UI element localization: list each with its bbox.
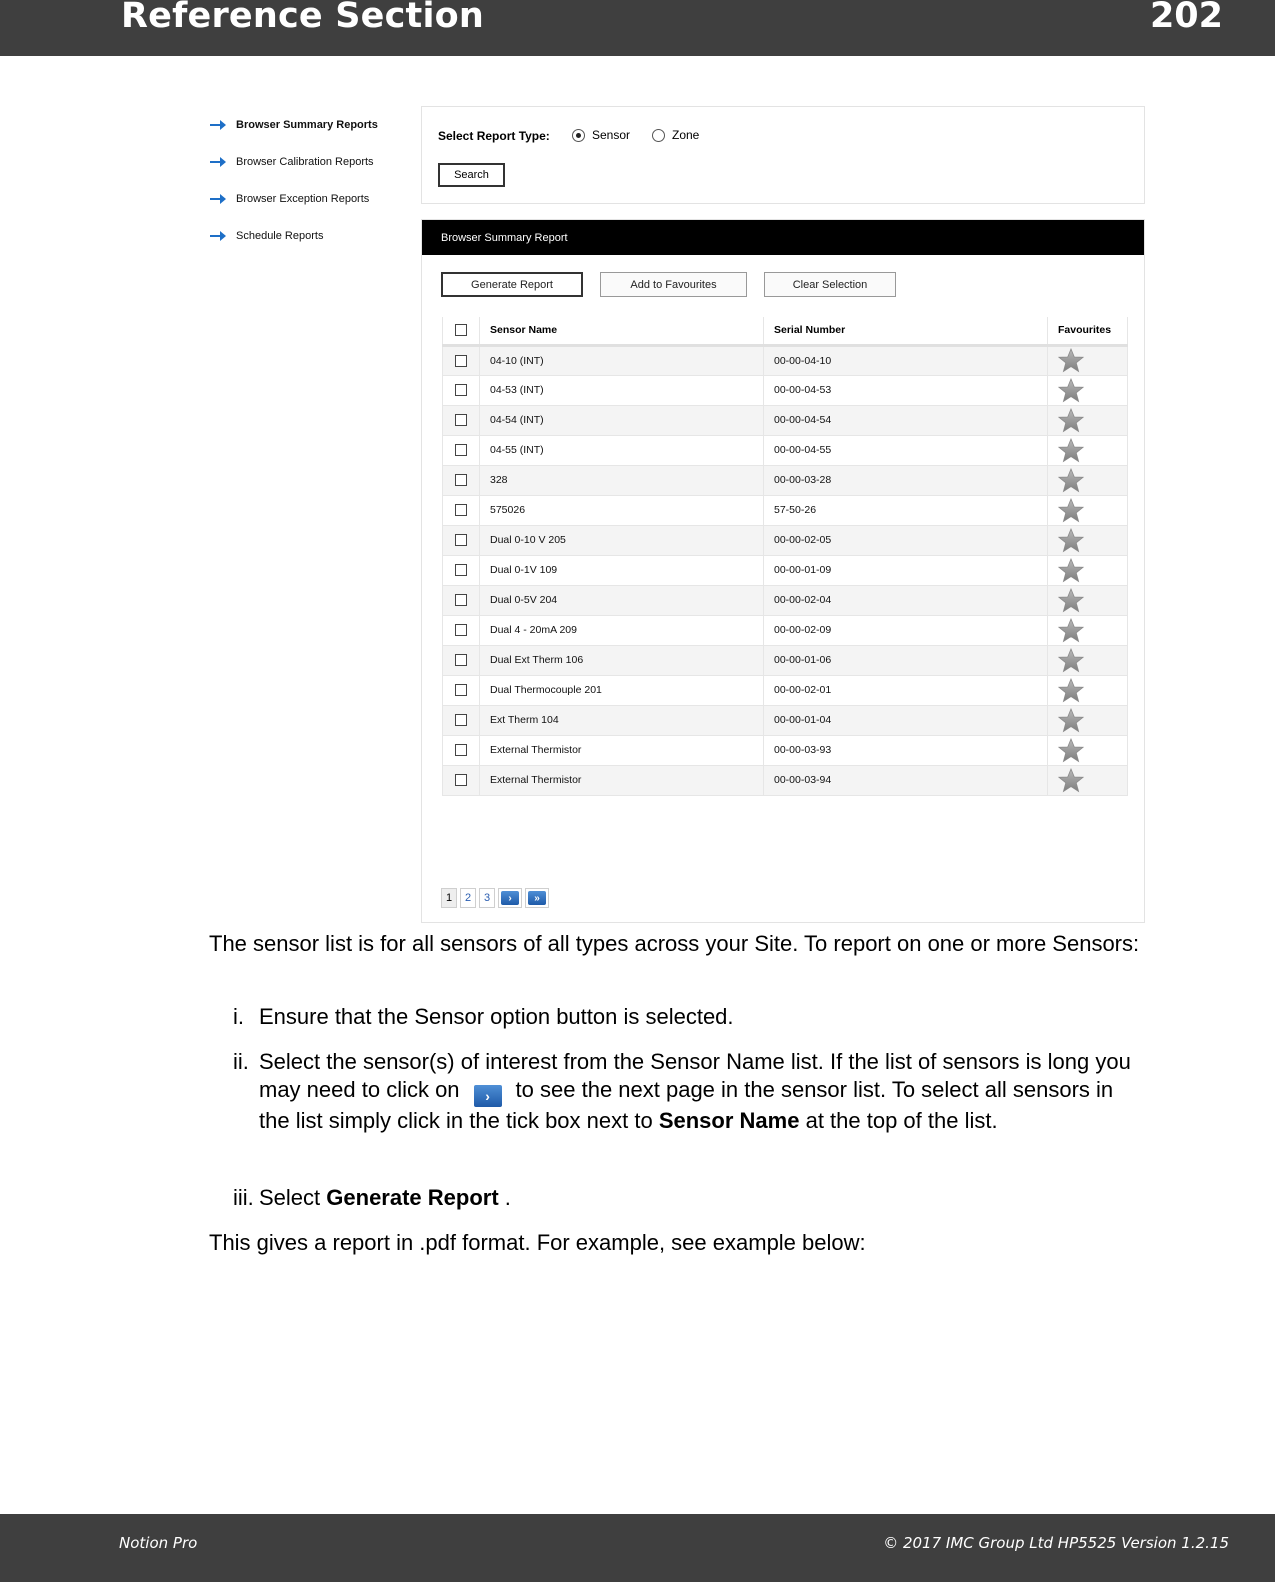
sidebar-item-label: Browser Summary Reports (236, 118, 378, 131)
table-row[interactable] (443, 585, 1128, 615)
column-header-sensor-name[interactable]: Sensor Name (480, 317, 764, 345)
radio-unselected-icon (652, 129, 665, 142)
next-page-icon: › (501, 891, 519, 905)
next-page-inline-icon-wrap (474, 1080, 504, 1107)
step-2-bold: Sensor Name (658, 1108, 800, 1133)
sensor-name-cell: 04-10 (INT) (480, 345, 764, 375)
star-icon[interactable] (1058, 438, 1084, 463)
row-select-cell (443, 405, 480, 435)
favourite-cell (1048, 405, 1128, 435)
row-select-cell (443, 585, 480, 615)
table-row[interactable] (443, 765, 1128, 795)
serial-number-cell: 00-00-04-55 (764, 435, 1048, 465)
radio-selected-icon (572, 129, 585, 142)
report-type-label: Select Report Type: (438, 129, 550, 143)
row-select-cell (443, 525, 480, 555)
favourite-cell (1048, 465, 1128, 495)
last-page-button[interactable] (525, 888, 549, 908)
clear-selection-button[interactable]: Clear Selection (764, 272, 896, 297)
sensor-name-cell: 04-55 (INT) (480, 435, 764, 465)
table-header-row (443, 317, 1128, 345)
page-3-link[interactable]: 3 (479, 888, 495, 908)
page-1-link[interactable]: 1 (441, 888, 457, 908)
step-2-text (259, 1048, 1149, 1135)
star-icon[interactable] (1058, 468, 1084, 493)
star-icon[interactable] (1058, 588, 1084, 613)
step-3-text-c: . (504, 1185, 511, 1210)
sensor-radio-label: Sensor (592, 128, 631, 142)
serial-number-cell: 57-50-26 (764, 495, 1048, 525)
table-row[interactable] (443, 615, 1128, 645)
favourite-cell (1048, 435, 1128, 465)
serial-number-cell: 00-00-03-94 (764, 765, 1048, 795)
sidebar-item-1[interactable] (209, 143, 409, 180)
sidebar-item-label: Browser Exception Reports (236, 192, 370, 205)
arrow-right-icon (209, 192, 227, 206)
intro-paragraph: The sensor list is for all sensors of all types across your Site. To report on one or more Sensors: (209, 931, 1140, 956)
serial-number-cell: 00-00-03-93 (764, 735, 1048, 765)
serial-number-cell: 00-00-04-10 (764, 345, 1048, 375)
star-icon[interactable] (1058, 768, 1084, 793)
favourite-cell (1048, 645, 1128, 675)
table-row[interactable] (443, 555, 1128, 585)
step-3-number: iii. (233, 1185, 254, 1210)
sidebar-item-label: Browser Calibration Reports (236, 155, 374, 168)
step-1-number: i. (233, 1004, 244, 1029)
sensor-name-cell: Dual 4 - 20mA 209 (480, 615, 764, 645)
table-row[interactable] (443, 375, 1128, 405)
footer-product: Notion Pro (119, 1534, 198, 1552)
zone-radio-label: Zone (672, 128, 700, 142)
search-button[interactable]: Search (438, 163, 505, 187)
report-sidebar (209, 106, 409, 254)
row-select-cell (443, 705, 480, 735)
serial-number-cell: 00-00-01-04 (764, 705, 1048, 735)
table-row[interactable] (443, 525, 1128, 555)
sensor-name-cell: 04-53 (INT) (480, 375, 764, 405)
sidebar-item-2[interactable] (209, 180, 409, 217)
serial-number-cell: 00-00-02-05 (764, 525, 1048, 555)
star-icon[interactable] (1058, 618, 1084, 643)
row-checkbox[interactable] (455, 684, 467, 696)
row-select-cell (443, 765, 480, 795)
favourite-cell (1048, 765, 1128, 795)
sensor-name-cell: Dual 0-5V 204 (480, 585, 764, 615)
serial-number-cell: 00-00-01-09 (764, 555, 1048, 585)
sensor-name-cell: Dual 0-1V 109 (480, 555, 764, 585)
step-2-text-c: at the top of the list. (805, 1108, 998, 1133)
star-icon[interactable] (1058, 678, 1084, 703)
favourite-cell (1048, 705, 1128, 735)
next-page-icon: › (474, 1085, 502, 1107)
star-icon[interactable] (1058, 408, 1084, 433)
table-row[interactable] (443, 735, 1128, 765)
sidebar-item-3[interactable] (209, 217, 409, 254)
step-2-text-b: to see the next page in the sensor list. To select all sensors in the list simply click in the tick box next to (259, 1077, 1114, 1133)
row-checkbox[interactable] (455, 414, 467, 426)
sidebar-item-label: Schedule Reports (236, 229, 324, 242)
zone-radio[interactable] (652, 128, 699, 142)
step-3-bold: Generate Report (326, 1185, 499, 1210)
step-1-text: Ensure that the Sensor option button is selected. (259, 1004, 734, 1029)
row-checkbox[interactable] (455, 534, 467, 546)
serial-number-cell: 00-00-03-28 (764, 465, 1048, 495)
favourite-cell (1048, 585, 1128, 615)
favourite-cell (1048, 525, 1128, 555)
section-title: Reference Section (121, 0, 485, 36)
arrow-right-icon (209, 118, 227, 132)
report-type-filter (421, 106, 1145, 204)
footer-copyright: © 2017 IMC Group Ltd HP5525 Version 1.2.15 (883, 1534, 1229, 1552)
arrow-right-icon (209, 155, 227, 169)
table-row[interactable] (443, 345, 1128, 375)
table-row[interactable] (443, 405, 1128, 435)
star-icon[interactable] (1058, 738, 1084, 763)
sensor-name-cell: External Thermistor (480, 765, 764, 795)
row-select-cell (443, 735, 480, 765)
row-select-cell (443, 465, 480, 495)
next-page-button[interactable] (498, 888, 522, 908)
page-number: 202 (1149, 0, 1223, 36)
row-checkbox[interactable] (455, 744, 467, 756)
row-checkbox[interactable] (455, 714, 467, 726)
sensor-name-cell: 04-54 (INT) (480, 405, 764, 435)
star-icon[interactable] (1058, 558, 1084, 583)
row-checkbox[interactable] (455, 654, 467, 666)
arrow-right-icon (209, 229, 227, 243)
serial-number-cell: 00-00-04-53 (764, 375, 1048, 405)
page-header (0, 0, 1275, 56)
step-3-text-a: Select (259, 1185, 321, 1210)
table-row[interactable] (443, 435, 1128, 465)
step-3-text (259, 1184, 1149, 1212)
star-icon[interactable] (1058, 378, 1084, 403)
step-2-number: ii. (233, 1049, 249, 1074)
outro-paragraph: This gives a report in .pdf format. For example, see example below: (209, 1230, 866, 1255)
row-checkbox[interactable] (455, 594, 467, 606)
row-select-cell (443, 375, 480, 405)
favourite-cell (1048, 555, 1128, 585)
row-checkbox[interactable] (455, 444, 467, 456)
favourite-cell (1048, 495, 1128, 525)
sensor-name-cell: Dual 0-10 V 205 (480, 525, 764, 555)
row-select-cell (443, 555, 480, 585)
star-icon[interactable] (1058, 708, 1084, 733)
favourite-cell (1048, 375, 1128, 405)
serial-number-cell: 00-00-02-01 (764, 675, 1048, 705)
favourite-cell (1048, 615, 1128, 645)
select-all-cell (443, 317, 480, 345)
report-panel (421, 219, 1145, 923)
row-select-cell (443, 495, 480, 525)
favourite-cell (1048, 345, 1128, 375)
sensor-name-cell: Ext Therm 104 (480, 705, 764, 735)
select-all-checkbox[interactable] (455, 324, 467, 336)
row-select-cell (443, 675, 480, 705)
sensor-name-cell: 575026 (480, 495, 764, 525)
row-select-cell (443, 645, 480, 675)
report-title-bar: Browser Summary Report (422, 220, 1144, 255)
table-row[interactable] (443, 645, 1128, 675)
serial-number-cell: 00-00-02-09 (764, 615, 1048, 645)
column-header-serial-number[interactable]: Serial Number (764, 317, 1048, 345)
sensor-name-cell: External Thermistor (480, 735, 764, 765)
pagination (441, 888, 549, 908)
row-checkbox[interactable] (455, 624, 467, 636)
table-row[interactable] (443, 495, 1128, 525)
sidebar-item-0[interactable] (209, 106, 409, 143)
column-header-favourites: Favourites (1048, 317, 1128, 345)
row-select-cell (443, 435, 480, 465)
table-row[interactable] (443, 705, 1128, 735)
table-row[interactable] (443, 465, 1128, 495)
row-checkbox[interactable] (455, 474, 467, 486)
page-footer (0, 1514, 1275, 1582)
star-icon[interactable] (1058, 648, 1084, 673)
row-checkbox[interactable] (455, 384, 467, 396)
table-row[interactable] (443, 675, 1128, 705)
star-icon[interactable] (1058, 348, 1084, 373)
add-to-favourites-button[interactable]: Add to Favourites (600, 272, 747, 297)
sensor-name-cell: Dual Ext Therm 106 (480, 645, 764, 675)
favourite-cell (1048, 675, 1128, 705)
sensor-name-cell: 328 (480, 465, 764, 495)
favourite-cell (1048, 735, 1128, 765)
serial-number-cell: 00-00-01-06 (764, 645, 1048, 675)
serial-number-cell: 00-00-02-04 (764, 585, 1048, 615)
generate-report-button[interactable]: Generate Report (441, 272, 583, 297)
step-2-text-a: Select the sensor(s) of interest from the Sensor Name list. If the list of sensors is long you may need to click on (259, 1049, 1131, 1102)
star-icon[interactable] (1058, 498, 1084, 523)
serial-number-cell: 00-00-04-54 (764, 405, 1048, 435)
row-checkbox[interactable] (455, 564, 467, 576)
sensor-name-cell: Dual Thermocouple 201 (480, 675, 764, 705)
sensor-table (442, 317, 1128, 796)
star-icon[interactable] (1058, 528, 1084, 553)
row-select-cell (443, 615, 480, 645)
last-page-icon: » (528, 891, 546, 905)
sensor-radio[interactable] (572, 128, 630, 142)
row-select-cell (443, 345, 480, 375)
row-checkbox[interactable] (455, 355, 467, 367)
page-2-link[interactable]: 2 (460, 888, 476, 908)
row-checkbox[interactable] (455, 504, 467, 516)
row-checkbox[interactable] (455, 774, 467, 786)
